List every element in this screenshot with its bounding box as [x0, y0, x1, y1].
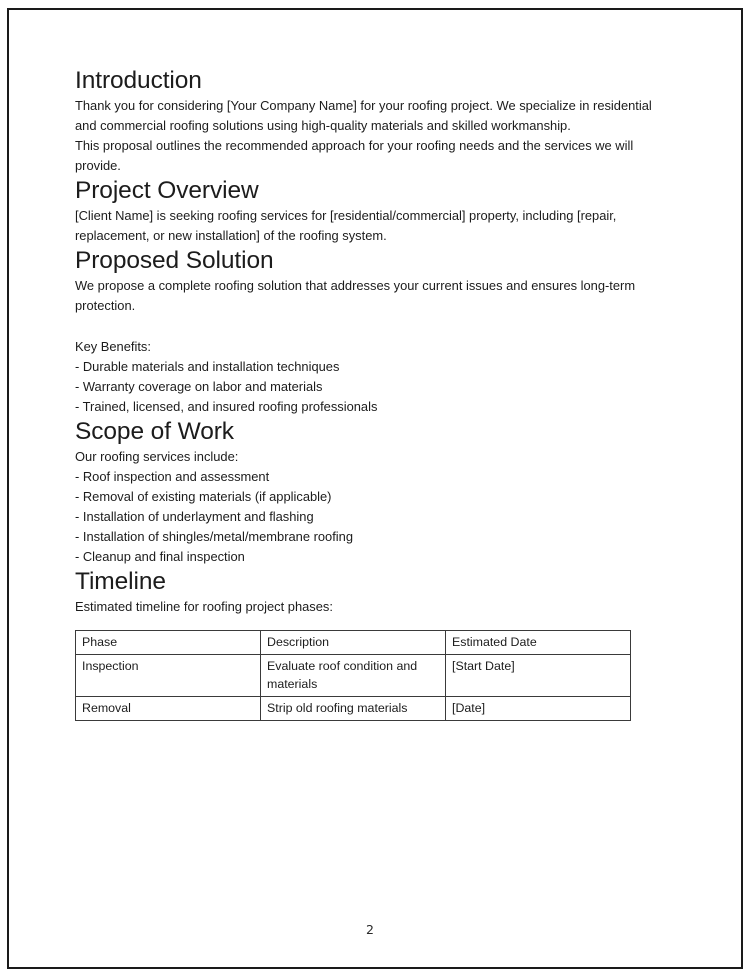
timeline-intro: Estimated timeline for roofing project phases:	[75, 599, 333, 614]
table-cell: Strip old roofing materials	[261, 697, 446, 721]
table-cell: [Start Date]	[446, 655, 631, 697]
heading-scope-of-work: Scope of Work	[75, 418, 234, 445]
page-number: 2	[366, 922, 374, 937]
paragraph-proposed-solution: We propose a complete roofing solution that addresses your current issues and ensures long-term protection.	[75, 278, 636, 313]
paragraph-project-overview: [Client Name] is seeking roofing services for [residential/commercial] property, including [repair, replacement, or new installation] of the roofing system.	[75, 208, 617, 243]
table-cell: Inspection	[76, 655, 261, 697]
list-item: - Installation of underlayment and flashing	[75, 509, 314, 524]
table-row	[76, 655, 631, 697]
table-header-cell: Phase	[76, 631, 261, 655]
list-item: - Cleanup and final inspection	[75, 549, 245, 564]
heading-introduction: Introduction	[75, 67, 202, 94]
list-item: - Installation of shingles/metal/membrane roofing	[75, 529, 354, 544]
scope-of-work-intro: Our roofing services include:	[75, 449, 239, 464]
paragraph-introduction-1: Thank you for considering [Your Company Name] for your roofing project. We specialize in residential and commercial roofing solutions using high-quality materials and skilled workmanship.	[75, 98, 652, 133]
key-benefits-label: Key Benefits:	[75, 339, 151, 354]
heading-project-overview: Project Overview	[75, 177, 259, 204]
table-header-cell: Estimated Date	[446, 631, 631, 655]
paragraph-introduction-2: This proposal outlines the recommended approach for your roofing needs and the services we will provide.	[75, 138, 634, 173]
scope-of-work-list	[75, 467, 665, 567]
list-item: - Durable materials and installation techniques	[75, 359, 340, 374]
document-page	[7, 8, 743, 969]
table-header-row	[76, 631, 631, 655]
table-cell: Removal	[76, 697, 261, 721]
document-content	[75, 66, 665, 937]
table-row	[76, 697, 631, 721]
table-cell: Evaluate roof condition and materials	[261, 655, 446, 697]
table-header-cell: Description	[261, 631, 446, 655]
heading-proposed-solution: Proposed Solution	[75, 247, 274, 274]
key-benefits-block	[75, 337, 665, 417]
timeline-table	[75, 630, 631, 721]
table-cell: [Date]	[446, 697, 631, 721]
key-benefits-list	[75, 357, 665, 417]
list-item: - Removal of existing materials (if applicable)	[75, 489, 332, 504]
list-item: - Warranty coverage on labor and materials	[75, 379, 323, 394]
list-item: - Trained, licensed, and insured roofing professionals	[75, 399, 378, 414]
list-item: - Roof inspection and assessment	[75, 469, 270, 484]
heading-timeline: Timeline	[75, 568, 166, 595]
